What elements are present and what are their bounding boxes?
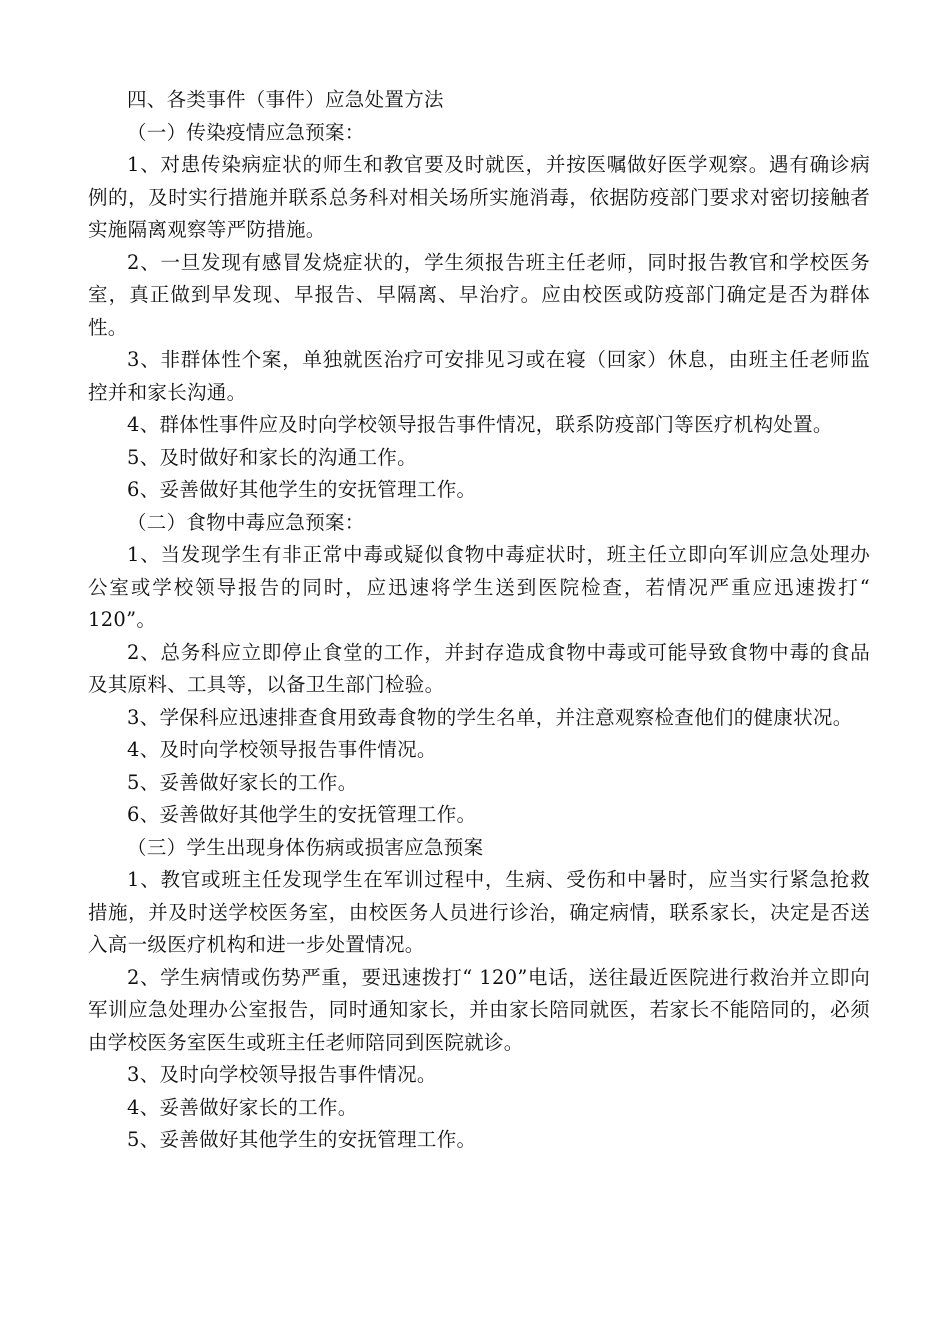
paragraph: 6、妥善做好其他学生的安抚管理工作。 <box>127 803 477 826</box>
paragraph: 1、对患传染病症状的师生和教官要及时就医，并按医嘱做好医学观察。遇有确诊病例的，及时实行措施并联系总务科对相关场所实施消毒，依据防疫部门要求对密切接触者实施隔离观察等严防措施。 <box>88 153 870 241</box>
document-body <box>88 84 870 1157</box>
paragraph: 2、一旦发现有感冒发烧症状的，学生须报告班主任老师，同时报告教官和学校医务室，真正做到早发现、早报告、早隔离、早治疗。应由校医或防疫部门确定是否为群体性。 <box>88 250 870 339</box>
paragraph: 3、非群体性个案，单独就医治疗可安排见习或在寝（回家）休息，由班主任老师监控并和家长沟通。 <box>88 348 870 404</box>
paragraph: 2、学生病情或伤势严重，要迅速拨打“ 120”电话，送往最近医院进行救治并立即向军训应急处理办公室报告，同时通知家长，并由家长陪同就医，若家长不能陪同的，必须由学校医务室医生或班主任老师陪同到医院就诊。 <box>88 965 870 1054</box>
section-infectious-disease <box>88 117 870 507</box>
paragraph: 2、总务科应立即停止食堂的工作，并封存造成食物中毒或可能导致食物中毒的食品及其原料、工具等，以备卫生部门检验。 <box>88 640 870 696</box>
paragraph: 4、及时向学校领导报告事件情况。 <box>127 738 437 761</box>
section-food-poisoning <box>88 507 870 832</box>
paragraph: 6、妥善做好其他学生的安抚管理工作。 <box>127 478 477 501</box>
paragraph: 5、及时做好和家长的沟通工作。 <box>127 445 417 469</box>
paragraph: 1、教官或班主任发现学生在军训过程中，生病、受伤和中暑时，应当实行紧急抢救措施，并及时送学校医务室，由校医务人员进行诊治，确定病情，联系家长，决定是否送入高一级医疗机构和进一步处置情况。 <box>88 868 870 956</box>
section-title: （一）传染疫情应急预案： <box>127 120 365 144</box>
section-title: （三）学生出现身体伤病或损害应急预案 <box>127 835 484 859</box>
paragraph: 5、妥善做好家长的工作。 <box>127 770 358 794</box>
paragraph: 5、妥善做好其他学生的安抚管理工作。 <box>127 1128 477 1151</box>
paragraph: 3、学保科应迅速排查食用致毒食物的学生名单，并注意观察检查他们的健康状况。 <box>127 705 853 729</box>
paragraph: 1、当发现学生有非正常中毒或疑似食物中毒症状时，班主任立即向军训应急处理办公室或学校领导报告的同时，应迅速将学生送到医院检查，若情况严重应迅速拨打“ 120”。 <box>88 543 870 631</box>
paragraph: 4、群体性事件应及时向学校领导报告事件情况，联系防疫部门等医疗机构处置。 <box>127 413 833 436</box>
section-heading: 四、各类事件（事件）应急处置方法 <box>127 88 444 111</box>
paragraph: 3、及时向学校领导报告事件情况。 <box>127 1063 437 1086</box>
section-title: （二）食物中毒应急预案： <box>127 510 365 534</box>
paragraph: 4、妥善做好家长的工作。 <box>127 1095 358 1119</box>
section-injury-illness <box>88 832 870 1157</box>
